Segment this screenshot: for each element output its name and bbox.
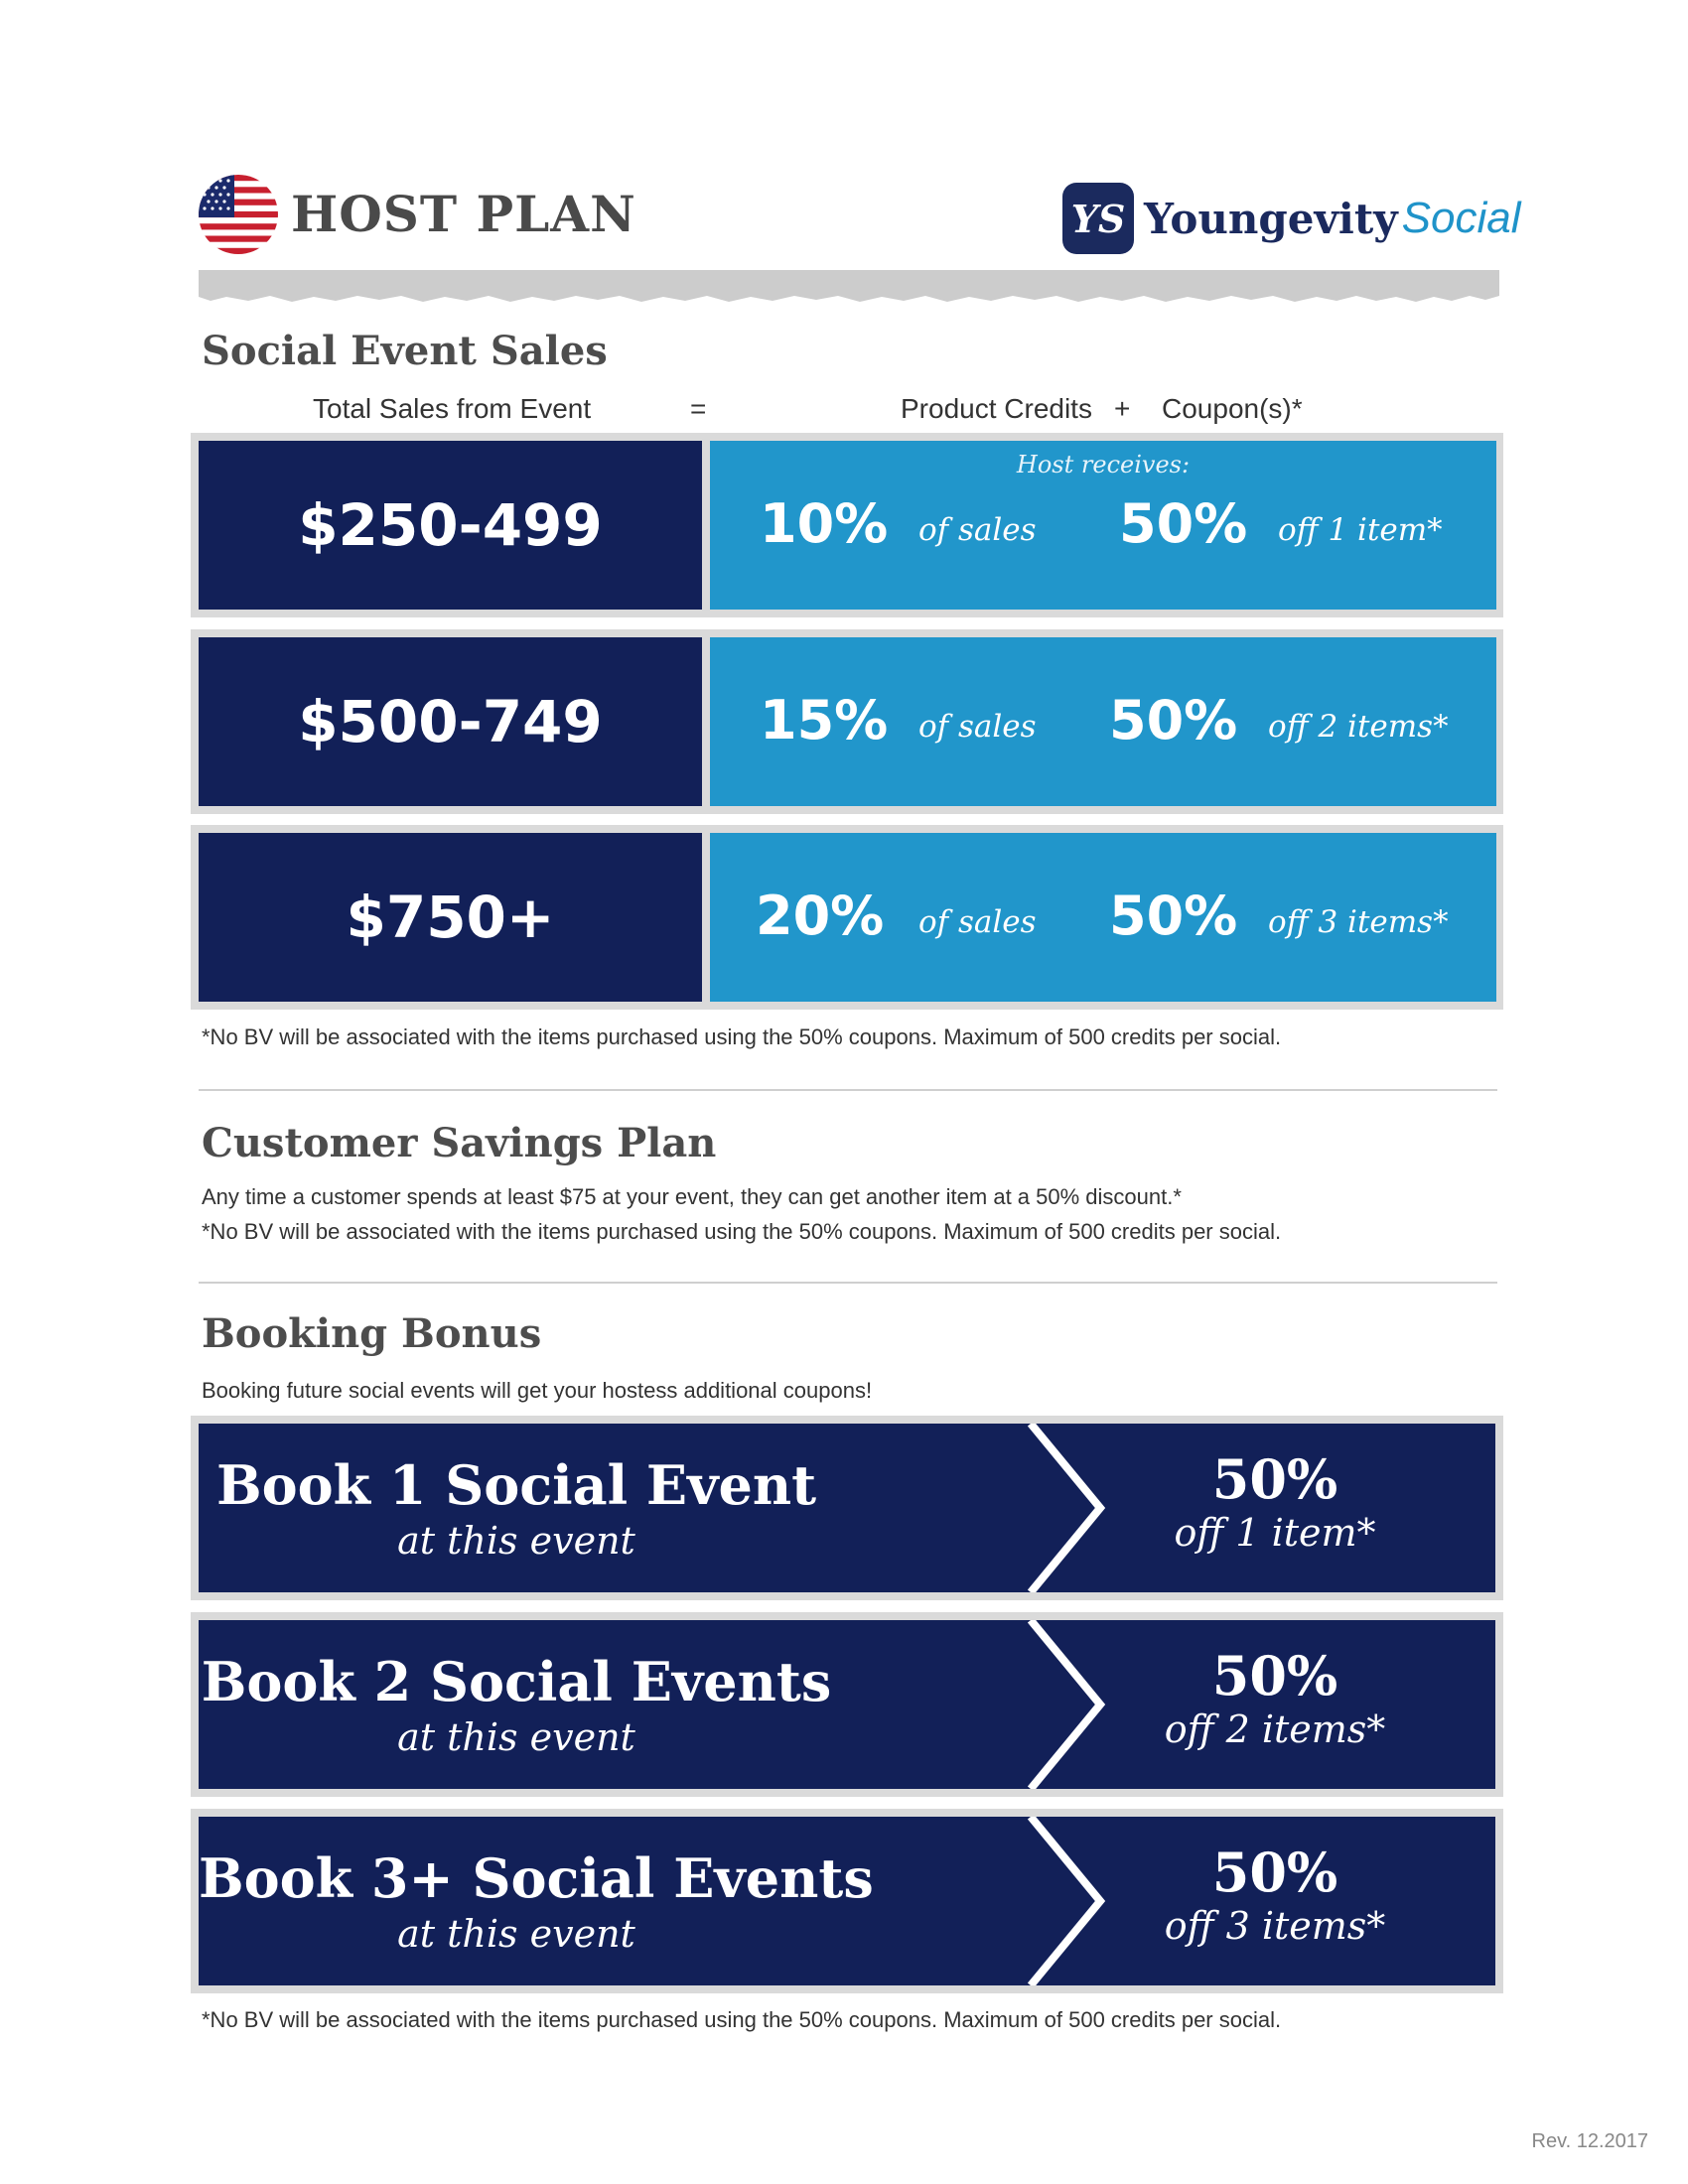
sales-tier-row	[191, 825, 1503, 1010]
coupon-percent: 50%	[1119, 492, 1248, 555]
logo-brand-suffix: Social	[1401, 194, 1521, 242]
revision-label: Rev. 12.2017	[1531, 2130, 1648, 2152]
tier-range-panel	[199, 833, 702, 1002]
coupon-text: off 3 items*	[1268, 904, 1449, 940]
credit-percent: 15%	[760, 689, 889, 751]
booking-offer: off 1 item*	[1174, 1511, 1376, 1555]
booking-bonus-heading: Booking Bonus	[202, 1310, 542, 1357]
booking-subtitle: at this event	[397, 1912, 635, 1956]
customer-savings-footnote: *No BV will be associated with the items purchased using the 50% coupons. Maximum of 500 credits per social.	[202, 1219, 1282, 1244]
tier-range: $250-499	[298, 491, 603, 559]
page-title: HOST PLAN	[291, 185, 636, 243]
section-divider	[199, 1282, 1497, 1284]
booking-row	[191, 1809, 1503, 1993]
of-sales-label: of sales	[918, 512, 1037, 548]
coupon-text: off 2 items*	[1268, 709, 1449, 745]
coupon-text: off 1 item*	[1278, 512, 1443, 548]
booking-subtitle: at this event	[397, 1519, 635, 1563]
brand-logo	[1062, 181, 1521, 256]
torn-paper-strip	[199, 270, 1499, 310]
tier-reward-panel	[710, 637, 1496, 806]
coupon-percent: 50%	[1109, 689, 1238, 751]
plus-label: +	[1114, 393, 1131, 424]
booking-footnote: *No BV will be associated with the items purchased using the 50% coupons. Maximum of 500 credits per social.	[202, 2007, 1282, 2032]
sales-tier-row	[191, 629, 1503, 814]
booking-offer: off 2 items*	[1164, 1707, 1386, 1751]
logo-brand-name: Youngevity	[1144, 194, 1398, 243]
tier-range-panel	[199, 441, 702, 610]
customer-savings-heading: Customer Savings Plan	[202, 1120, 717, 1166]
booking-percent: 50%	[1211, 1644, 1338, 1707]
logo-badge: YS	[1062, 183, 1134, 254]
tier-range: $500-749	[298, 688, 603, 755]
booking-bonus-intro: Booking future social events will get your hostess additional coupons!	[202, 1378, 873, 1403]
customer-savings-text: Any time a customer spends at least $75 at your event, they can get another item at a 50% discount.*	[202, 1184, 1182, 1209]
tier-range: $750+	[346, 884, 555, 951]
booking-offer: off 3 items*	[1164, 1904, 1386, 1948]
us-flag-icon	[199, 175, 278, 254]
product-credits-label: Product Credits	[901, 393, 1092, 424]
coupons-label: Coupon(s)*	[1162, 393, 1303, 424]
booking-row	[191, 1416, 1503, 1600]
booking-title: Book 2 Social Events	[201, 1650, 832, 1713]
booking-title: Book 3+ Social Events	[199, 1846, 874, 1910]
host-receives-label: Host receives:	[1016, 451, 1191, 478]
credit-percent: 10%	[760, 492, 889, 555]
tier-reward-panel	[710, 833, 1496, 1002]
booking-percent: 50%	[1211, 1841, 1338, 1904]
booking-title: Book 1 Social Event	[215, 1453, 817, 1517]
of-sales-label: of sales	[918, 709, 1037, 745]
coupon-percent: 50%	[1109, 885, 1238, 947]
equals-label: =	[690, 393, 707, 424]
booking-percent: 50%	[1211, 1447, 1338, 1511]
credit-percent: 20%	[756, 885, 885, 947]
booking-subtitle: at this event	[397, 1715, 635, 1759]
sales-footnote: *No BV will be associated with the items purchased using the 50% coupons. Maximum of 500 credits per social.	[202, 1024, 1282, 1049]
tier-range-panel	[199, 637, 702, 806]
sales-tier-row	[191, 433, 1503, 617]
booking-row	[191, 1612, 1503, 1797]
tier-reward-panel	[710, 441, 1496, 610]
total-sales-label: Total Sales from Event	[313, 393, 592, 424]
of-sales-label: of sales	[918, 904, 1037, 940]
section-divider	[199, 1089, 1497, 1091]
social-event-sales-heading: Social Event Sales	[202, 328, 608, 374]
